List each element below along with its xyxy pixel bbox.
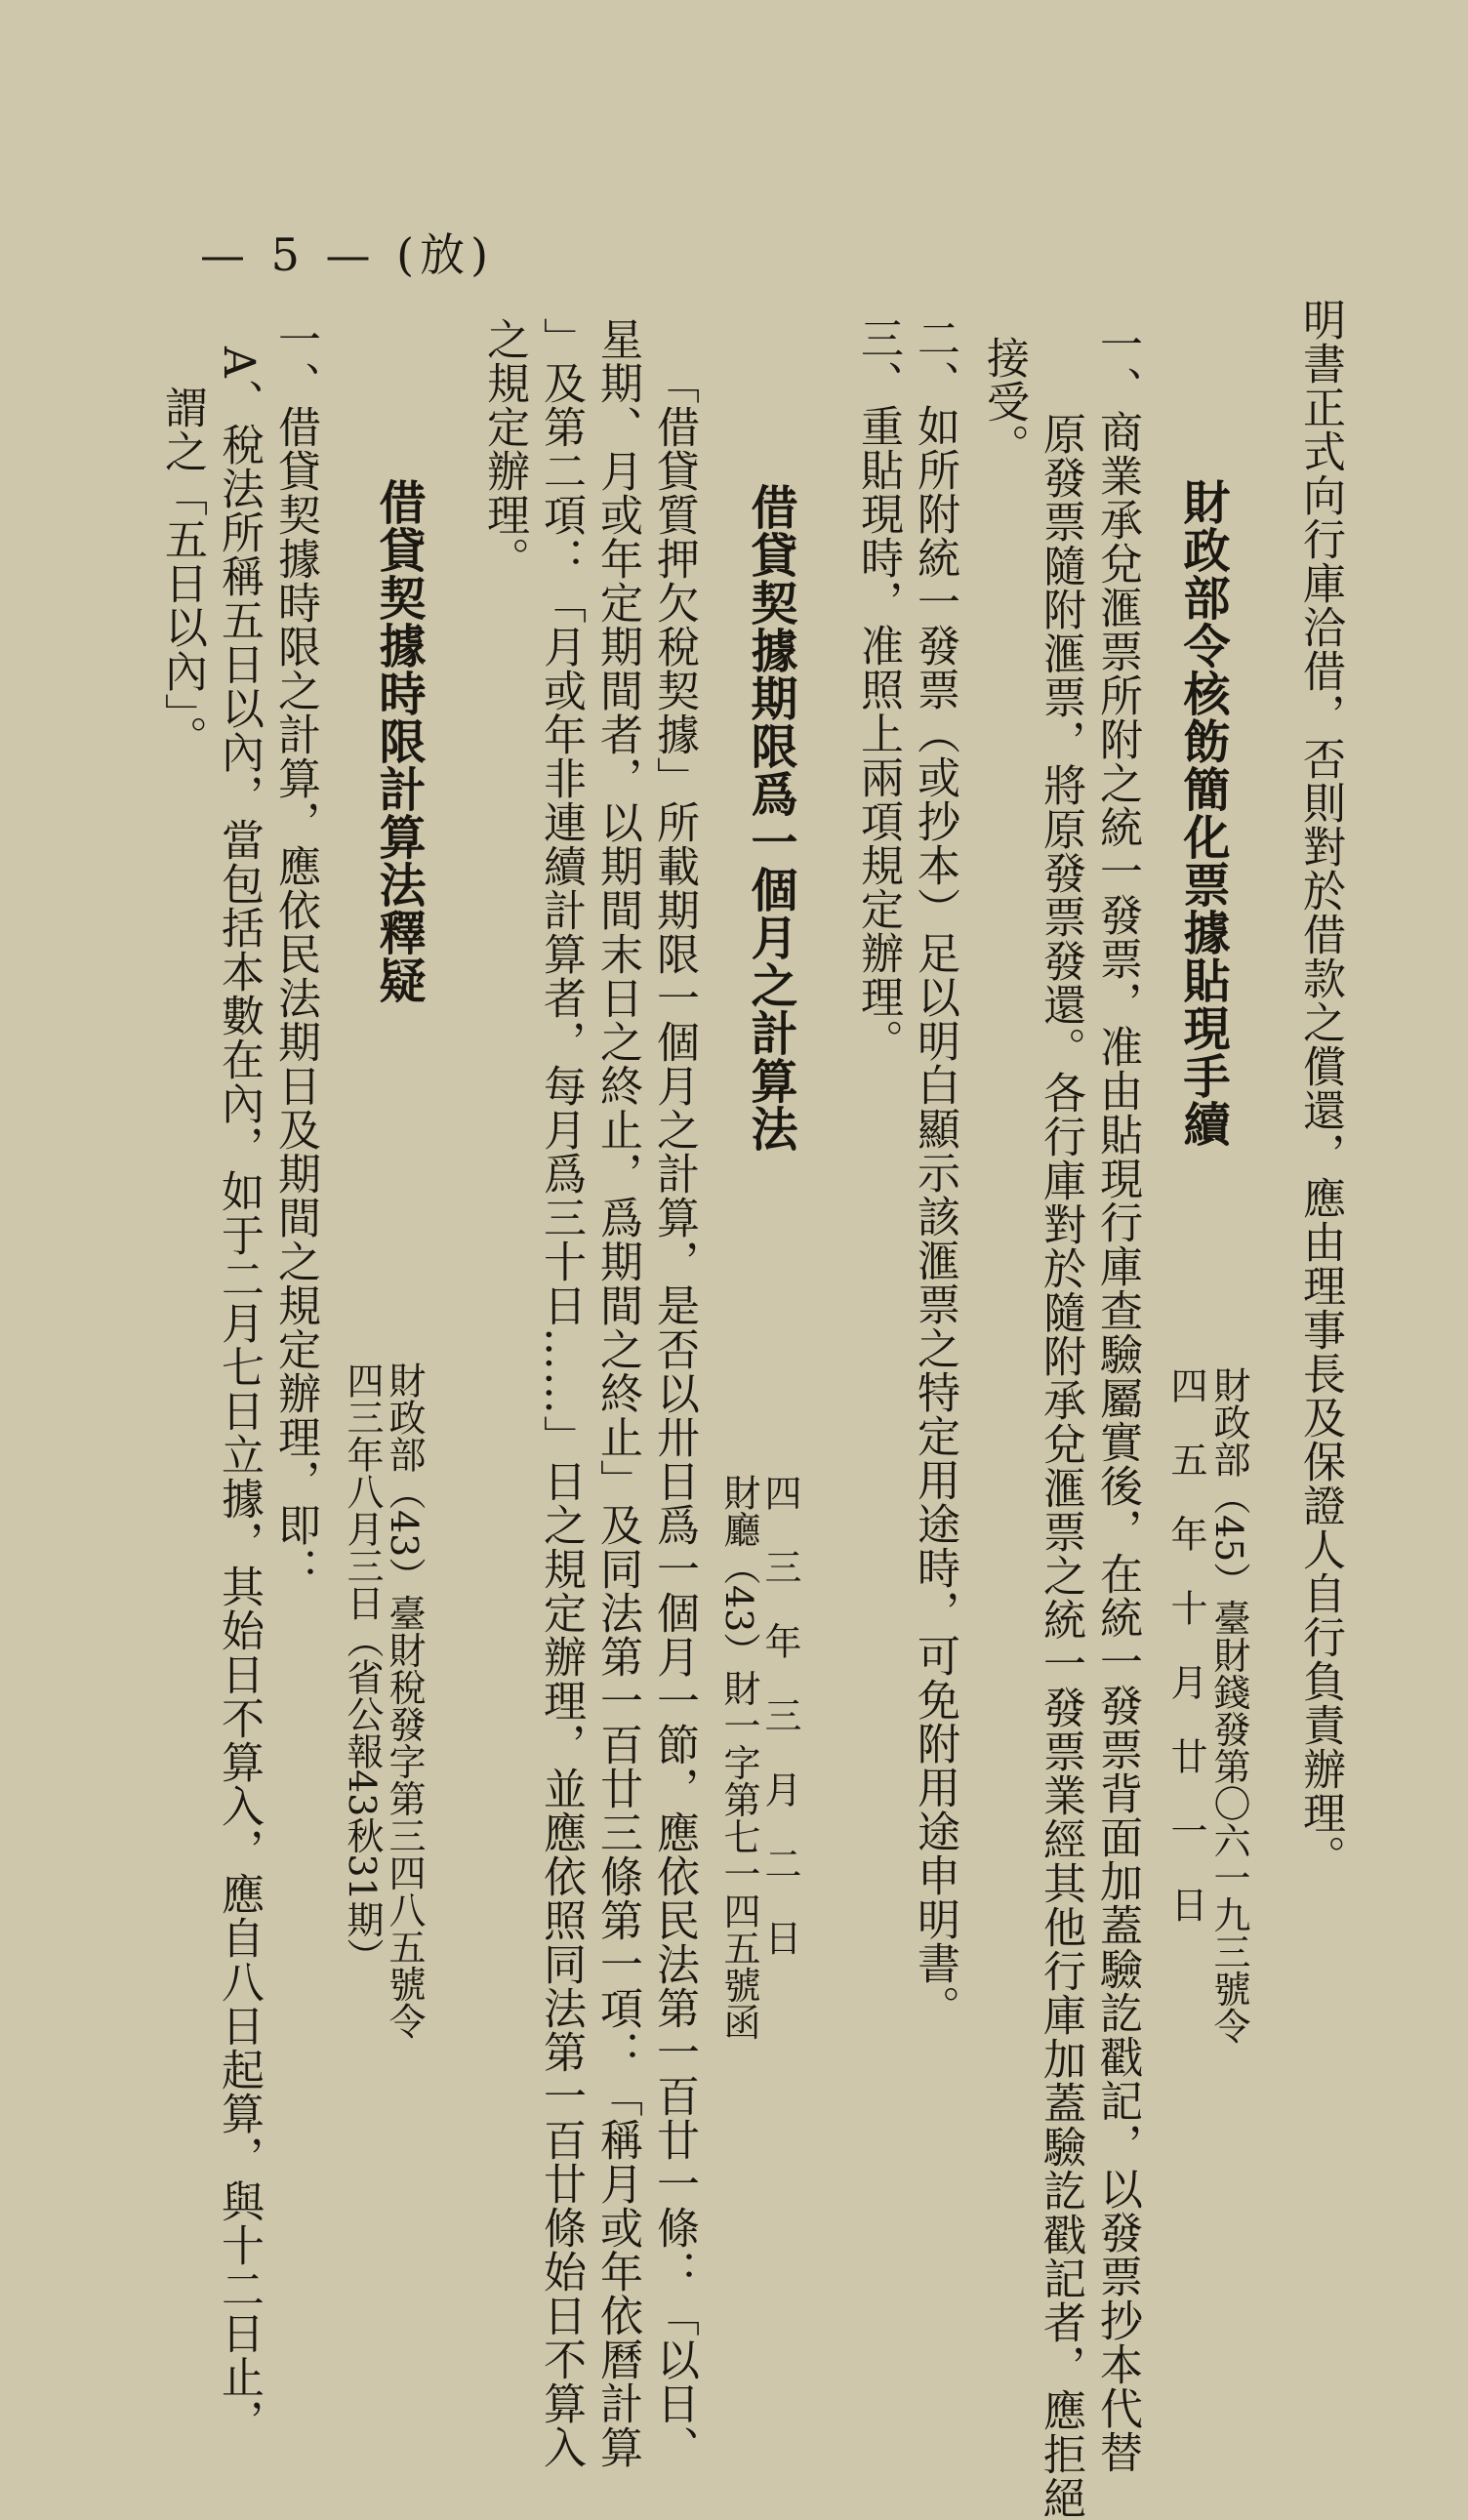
section-1-item-3: 三、重貼現時，准照上兩項規定辦理。: [853, 316, 903, 1063]
section-1-item-1-line-2: 原發票隨附滙票，將原發票發還。各行庫對於隨附承兌滙票之統一發票業經其他行庫加蓋驗訖戳記者，應拒絕: [1036, 412, 1085, 2520]
section-3-item-1: 一、借貸契據時限之計算，應依民法期日及期間之規定辦理，即：: [270, 317, 320, 1591]
section-2-letter-number: 財廳（43）財一字第七一四五號函: [717, 1474, 760, 2041]
page-number: — 5 — (放): [200, 228, 495, 281]
section-3-date: 四三年八月三日（省公報43秋31期）: [341, 1362, 384, 1975]
section-2-line-1: 「借貸質押欠稅契據」所載期限一個月之計算，是否以卅日爲一個月一節，應依民法第一百廿一條：「以日、: [649, 361, 699, 2469]
section-3-item-1-a-line-2: 謂之「五日以內」。: [157, 386, 207, 759]
section-2-line-4: 之規定辦理。: [479, 317, 529, 581]
section-1-date: 四 五 年 十 月 廿 一 日: [1164, 1366, 1207, 1923]
section-1-item-2: 二、如所附統一發票（或抄本）足以明白顯示該滙票之特定用途時，可免附用途申明書。: [910, 316, 959, 2029]
section-3-order-number: 財政部（43）臺財稅發字第三四八五號令: [383, 1362, 426, 2040]
section-3-item-1-a-line-1: A、稅法所稱五日以內，當包括本數在內，如于二月七日立據，其始日不算入，應自八日起算，與十二日止，: [214, 346, 264, 2443]
section-1-title: 財政部令核飭簡化票據貼現手續: [1175, 478, 1230, 1148]
section-2-line-2: 星期、月或年定期間者，以期間末日之終止，爲期間之終止」及同法第一百廿三條第一項：「稱月或年依曆計算: [592, 317, 642, 2469]
section-2-line-3: 」及第二項：「月或年非連續計算者，每月爲三十日……」日之規定辦理，並應依照同法第一百廿條始日不算入: [536, 317, 586, 2469]
section-3-title: 借貸契據時限計算法釋疑: [371, 478, 426, 1004]
section-1-order-number: 財政部（45）臺財錢發第〇六一九三號令: [1207, 1366, 1250, 2045]
section-1-item-1-line-1: 一、商業承兌滙票所附之統一發票，准由貼現行庫查驗屬實後，在統一發票背面加蓋驗訖戳記，以發票抄本代替: [1092, 322, 1142, 2474]
section-2-title: 借貸契據期限爲一個月之計算法: [743, 483, 797, 1153]
section-1-item-1-line-3: 接受。: [979, 336, 1029, 467]
text-column-continuation: 明書正式向行庫洽借，否則對於借款之償還，應由理事長及保證人自行負責辦理。: [1295, 298, 1345, 1879]
section-2-date: 四 三 年 三 月 二 日: [758, 1474, 801, 1956]
